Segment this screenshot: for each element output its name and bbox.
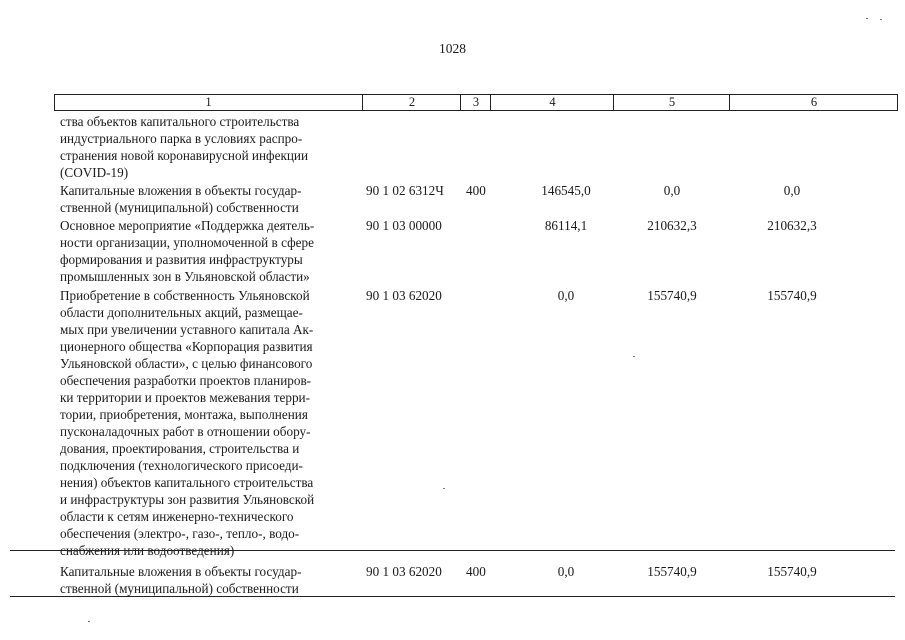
table-header [54, 94, 898, 111]
row-value-5: 155740,9 [647, 288, 697, 303]
row-value-4: 146545,0 [541, 183, 591, 198]
scan-speck [866, 18, 868, 19]
row-value-6: 155740,9 [767, 564, 817, 579]
row-name: ства объектов капитального строительства индустриального парка в условиях распро- странения новой коронавирусной инфекции (COVID-19) [60, 114, 309, 180]
row-value-5: 0,0 [663, 183, 681, 198]
row-code: 90 1 02 6312Ч [366, 183, 444, 198]
row-code: 90 1 03 62020 [366, 288, 442, 303]
scan-speck [880, 19, 882, 20]
page-number: 1028 [439, 41, 466, 56]
row-value-4: 0,0 [557, 288, 575, 303]
header-col-1: 1 [205, 95, 212, 109]
row-code: 90 1 03 00000 [366, 218, 442, 233]
row-name: Основное мероприятие «Поддержка деятель- ности организации, уполномоченной в сфере формирования и развития инфраструктуры промышленных зон в Ульяновской области» [60, 218, 315, 284]
row-type: 400 [466, 183, 486, 198]
header-col-2: 2 [362, 95, 461, 110]
rule-line [10, 550, 895, 551]
row-name: Капитальные вложения в объекты государ- ственной (муниципальной) собственности [60, 564, 302, 596]
row-value-5: 210632,3 [647, 218, 697, 233]
header-col-5: 5 [613, 95, 730, 110]
scan-speck [443, 488, 445, 489]
row-value-4: 0,0 [557, 564, 575, 579]
scan-speck [633, 356, 635, 357]
header-col-6: 6 [729, 95, 898, 110]
row-code: 90 1 03 62020 [366, 564, 442, 579]
scan-speck [88, 621, 90, 622]
row-value-4: 86114,1 [544, 218, 588, 233]
row-name: Приобретение в собственность Ульяновской области дополнительных акций, размещае- мых при увеличении уставного капитала Ак- ционерного общества «Корпорация развития Ульяновской области», с целью финансового обеспечения разработки проектов планиров- ки территории и проектов межевания терри- тории, приобретения, монтажа, выполнения пусконаладочных работ в отношении обору- дования, проектирования, строительства и подключения (технологического присоеди- нения) объектов капитального строительства и инфраструктуры зон развития Ульяновской области к сетям инженерно-технического обеспечения (электро-, газо-, тепло-, водо- снабжения или водоотведения) [60, 288, 315, 558]
row-value-6: 210632,3 [767, 218, 817, 233]
rule-line [10, 596, 895, 597]
row-value-6: 155740,9 [767, 288, 817, 303]
row-value-6: 0,0 [783, 183, 801, 198]
header-col-4: 4 [490, 95, 614, 110]
row-type: 400 [466, 564, 486, 579]
row-name: Капитальные вложения в объекты государ- ственной (муниципальной) собственности [60, 183, 302, 215]
header-col-3: 3 [460, 95, 491, 110]
row-value-5: 155740,9 [647, 564, 697, 579]
